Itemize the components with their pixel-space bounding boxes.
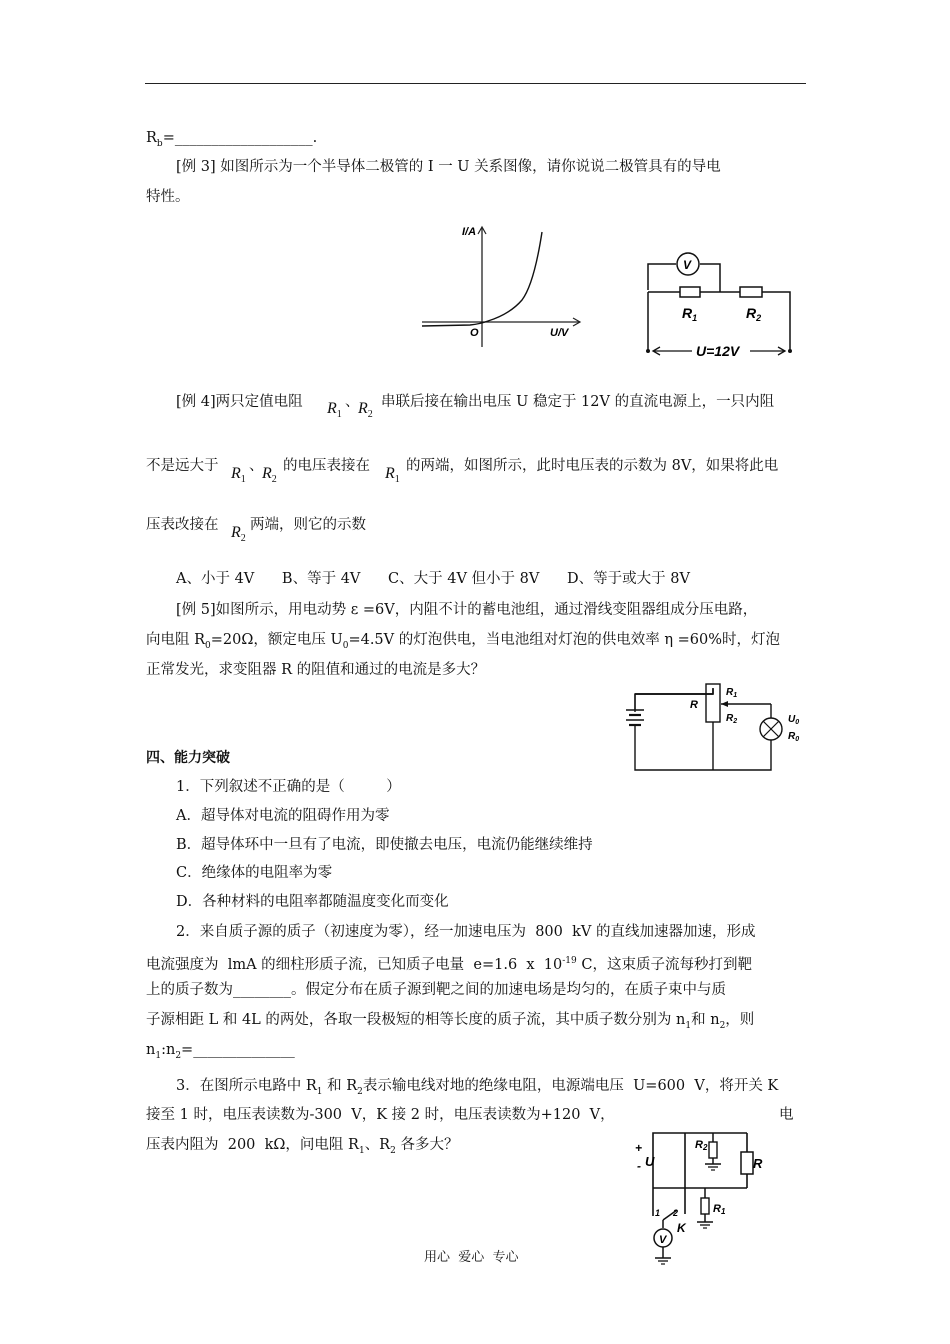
q2-line1: 2．来自质子源的质子（初速度为零），经一加速电压为 800 kV 的直线加速器加速，形成 bbox=[176, 924, 756, 940]
example4-line3b: 两端，则它的示数 bbox=[250, 517, 366, 533]
example4-line2a: 不是远大于 bbox=[146, 458, 219, 474]
q1-option-c: C．绝缘体的电阻率为零 bbox=[176, 865, 333, 881]
example4-line2c: 的两端，如图所示，此时电压表的示数为 8V，如果将此电 bbox=[406, 458, 779, 474]
svg-text:2: 2 bbox=[673, 1208, 679, 1218]
q3-line1: 3．在图所示电路中 $R_1$ 和 $R_2$表示输电线对地的绝缘电阻，电源端电压 U=600 V，将开关 K bbox=[176, 1078, 779, 1097]
header-rule bbox=[145, 83, 806, 84]
q3-line2b: 电 bbox=[779, 1107, 794, 1123]
resistor-r2-icon bbox=[709, 1142, 717, 1158]
circuit-insulation-test bbox=[625, 1128, 775, 1276]
example5-line2: 向电阻 $R_0=20\Omega$，额定电压 $U_0=4.5V$ 的灯泡供电，当电池组对灯泡的供电效率 η =60%时，灯泡 bbox=[146, 632, 781, 651]
footer-slogan: 用心 爱心 专心 bbox=[424, 1250, 519, 1265]
svg-text:R1: $R_1$ bbox=[682, 305, 698, 323]
example5-line3: 正常发光，求变阻器 R 的阻值和通过的电流是多大？ bbox=[146, 662, 486, 678]
example4-line1b: 串联后接在输出电压 U 稳定于 12V 的直流电源上，一只内阻 bbox=[381, 394, 775, 410]
svg-text:U: U bbox=[645, 1154, 655, 1169]
svg-text:R: R bbox=[690, 699, 698, 711]
svg-text:R1: R1 bbox=[713, 1203, 726, 1216]
q3-line2a: 接至 1 时，电压表读数为-300 V，K 接 2 时，电压表读数为+120 V， bbox=[146, 1107, 615, 1123]
svg-text:1: 1 bbox=[655, 1208, 661, 1218]
example4-line2b: 的电压表接在 bbox=[283, 458, 370, 474]
svg-text:R0: $R_0$ bbox=[788, 731, 800, 743]
example3-line2: 特性。 bbox=[146, 189, 190, 205]
q2-line5: $n_1:n_2=\_\_\_\_\_\_\_\_\_\_\_\_\_\_$ bbox=[146, 1042, 295, 1061]
svg-text:R1: $R_1$ bbox=[726, 687, 738, 699]
svg-text:R2: $R_2$ bbox=[746, 305, 762, 323]
svg-text:U=12V: U=12V bbox=[696, 343, 740, 359]
q1-option-b: B．超导体环中一旦有了电流，即使撤去电压，电流仍能继续维持 bbox=[176, 837, 593, 853]
svg-text:K: K bbox=[677, 1221, 686, 1235]
iv-xlabel: U/V bbox=[550, 327, 569, 339]
example3-line1: [例 3] 如图所示为一个半导体二极管的 I 一 U 关系图像，请你说说二极管具有的导电 bbox=[176, 159, 721, 175]
circuit-divider-lamp bbox=[615, 684, 815, 784]
svg-text:R2: R2 bbox=[695, 1139, 708, 1152]
iv-ylabel: I/A bbox=[462, 226, 477, 238]
svg-text:-: - bbox=[637, 1159, 641, 1173]
q1-option-d: D．各种材料的电阻率都随温度变化而变化 bbox=[176, 894, 449, 910]
svg-text:V: V bbox=[659, 1234, 667, 1246]
q1-stem: 1．下列叙述不正确的是（ ） bbox=[176, 779, 401, 795]
example4-options: A、小于 4V B、等于 4V C、大于 4V 但小于 8V D、等于或大于 8V bbox=[176, 571, 690, 587]
q2-line2: 电流强度为 lmA 的细柱形质子流，已知质子电量 e=1.6 x $10^{-19}$ C，这束质子流每秒打到靶 bbox=[146, 956, 752, 973]
resistor-r-icon bbox=[741, 1152, 753, 1174]
example4-line1a: [例 4]两只定值电阻 bbox=[176, 394, 303, 410]
rb-answer-line: $R_b=\_\_\_\_\_\_\_\_\_\_\_\_\_\_\_\_\_\_\_$. bbox=[146, 130, 318, 149]
q1-option-a: A．超导体对电流的阻碍作用为零 bbox=[176, 808, 390, 824]
q2-line3: 上的质子数为________。假定分布在质子源到靶之间的加速电场是均匀的，在质子束中与质 bbox=[146, 982, 726, 998]
example5-line1: [例 5]如图所示，用电动势 ε =6V，内阻不计的蓄电池组，通过滑线变阻器组成分压电路， bbox=[176, 602, 758, 618]
q3-line3: 压表内阻为 200 kΩ，问电阻 $R_1$、$R_2$ 各多大？ bbox=[146, 1137, 459, 1156]
q2-line4: 子源相距 L 和 4L 的两处，各取一段极短的相等长度的质子流，其中质子数分别为 $n_1$和 $n_2$，则 bbox=[146, 1012, 755, 1031]
circuit-r1-r2-voltmeter bbox=[640, 250, 800, 360]
svg-text:+: + bbox=[635, 1141, 643, 1155]
example4-line3a: 压表改接在 bbox=[146, 517, 219, 533]
svg-text:R2: $R_2$ bbox=[726, 713, 738, 725]
svg-text:R: R bbox=[753, 1156, 763, 1171]
resistor-r1-icon bbox=[680, 287, 700, 297]
svg-text:V: V bbox=[683, 258, 692, 272]
resistor-r1-icon bbox=[701, 1198, 709, 1214]
svg-text:U0: $U_0$ bbox=[788, 714, 800, 726]
iv-origin: O bbox=[470, 327, 479, 339]
section-title: 四、能力突破 bbox=[146, 750, 230, 766]
iv-graph bbox=[410, 222, 600, 357]
resistor-r2-icon bbox=[740, 287, 762, 297]
